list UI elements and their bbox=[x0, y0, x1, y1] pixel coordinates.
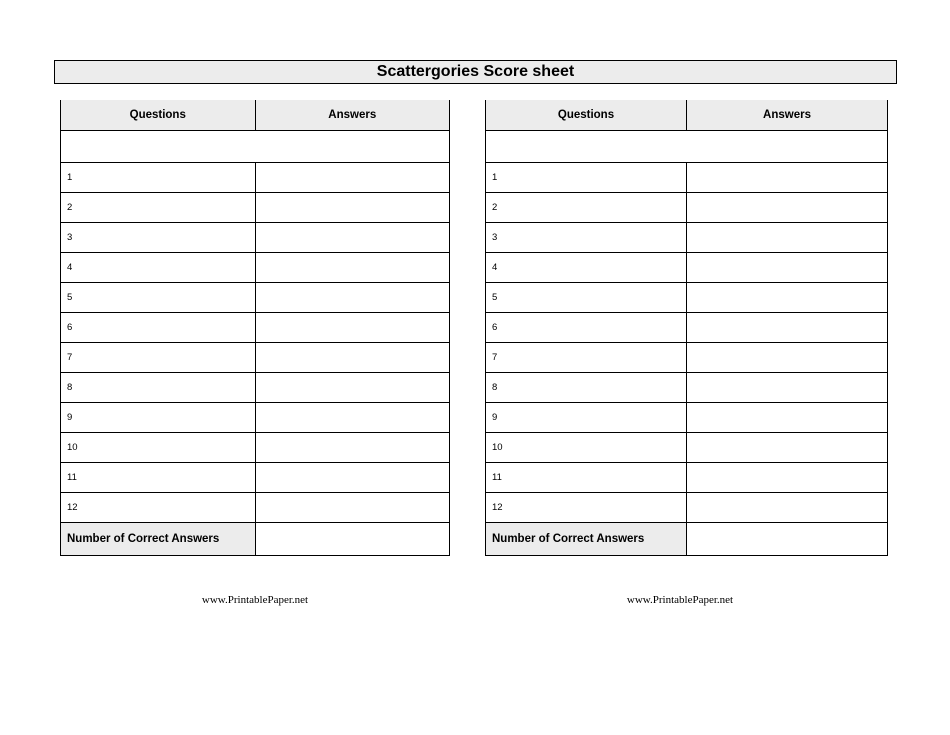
question-number: 7 bbox=[61, 342, 256, 372]
answer-cell[interactable] bbox=[687, 492, 888, 522]
correct-answers-cell[interactable] bbox=[255, 522, 450, 555]
answer-cell[interactable] bbox=[687, 312, 888, 342]
answer-cell[interactable] bbox=[255, 192, 450, 222]
score-table bbox=[485, 100, 888, 556]
question-number: 6 bbox=[486, 312, 687, 342]
letter-cell[interactable] bbox=[486, 130, 888, 162]
question-number: 10 bbox=[486, 432, 687, 462]
question-number: 11 bbox=[486, 462, 687, 492]
question-number: 6 bbox=[61, 312, 256, 342]
question-number: 8 bbox=[486, 372, 687, 402]
answer-cell[interactable] bbox=[687, 252, 888, 282]
answer-cell[interactable] bbox=[687, 462, 888, 492]
question-number: 5 bbox=[61, 282, 256, 312]
answer-cell[interactable] bbox=[255, 432, 450, 462]
question-number: 9 bbox=[486, 402, 687, 432]
answer-cell[interactable] bbox=[255, 402, 450, 432]
website-credit: www.PrintablePaper.net bbox=[201, 594, 309, 606]
question-number: 3 bbox=[61, 222, 256, 252]
question-number: 11 bbox=[61, 462, 256, 492]
answer-cell[interactable] bbox=[687, 222, 888, 252]
letter-cell[interactable] bbox=[61, 130, 450, 162]
answer-cell[interactable] bbox=[687, 342, 888, 372]
question-number: 10 bbox=[61, 432, 256, 462]
answer-cell[interactable] bbox=[687, 282, 888, 312]
correct-answers-label: Number of Correct Answers bbox=[61, 522, 256, 555]
question-number: 12 bbox=[61, 492, 256, 522]
question-number: 2 bbox=[61, 192, 256, 222]
correct-answers-cell[interactable] bbox=[687, 522, 888, 555]
answer-cell[interactable] bbox=[255, 342, 450, 372]
question-number: 3 bbox=[486, 222, 687, 252]
answer-cell[interactable] bbox=[687, 372, 888, 402]
question-number: 4 bbox=[486, 252, 687, 282]
question-number: 4 bbox=[61, 252, 256, 282]
answer-cell[interactable] bbox=[255, 372, 450, 402]
question-number: 7 bbox=[486, 342, 687, 372]
website-credit: www.PrintablePaper.net bbox=[626, 594, 734, 606]
answer-cell[interactable] bbox=[255, 222, 450, 252]
question-number: 5 bbox=[486, 282, 687, 312]
question-number: 1 bbox=[486, 162, 687, 192]
answer-cell[interactable] bbox=[687, 402, 888, 432]
question-number: 12 bbox=[486, 492, 687, 522]
score-table bbox=[60, 100, 450, 556]
question-number: 1 bbox=[61, 162, 256, 192]
answer-cell[interactable] bbox=[255, 282, 450, 312]
answer-cell[interactable] bbox=[255, 312, 450, 342]
answer-cell[interactable] bbox=[687, 162, 888, 192]
question-number: 9 bbox=[61, 402, 256, 432]
answer-cell[interactable] bbox=[255, 492, 450, 522]
question-number: 8 bbox=[61, 372, 256, 402]
answer-cell[interactable] bbox=[687, 432, 888, 462]
answer-cell[interactable] bbox=[255, 462, 450, 492]
answers-header: Answers bbox=[255, 100, 450, 130]
answers-header: Answers bbox=[687, 100, 888, 130]
correct-answers-label: Number of Correct Answers bbox=[486, 522, 687, 555]
score-sheet-left bbox=[60, 100, 450, 556]
answer-cell[interactable] bbox=[255, 162, 450, 192]
score-sheet-right bbox=[485, 100, 888, 556]
questions-header: Questions bbox=[61, 100, 256, 130]
answer-cell[interactable] bbox=[687, 192, 888, 222]
page-title: Scattergories Score sheet bbox=[54, 60, 897, 84]
question-number: 2 bbox=[486, 192, 687, 222]
questions-header: Questions bbox=[486, 100, 687, 130]
answer-cell[interactable] bbox=[255, 252, 450, 282]
